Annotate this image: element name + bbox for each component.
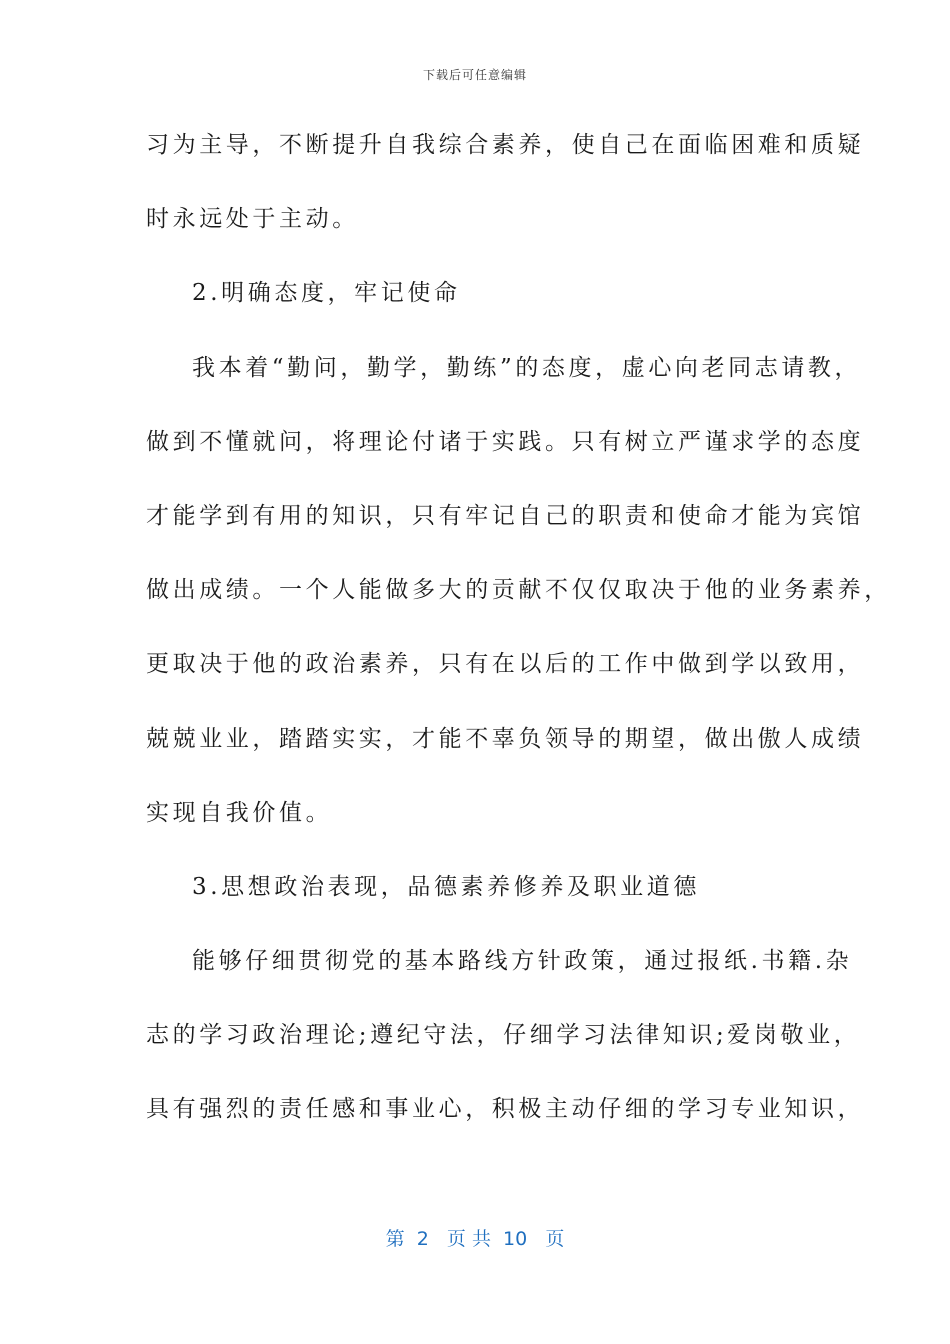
section-heading: 2.明确态度，牢记使命 [192,280,461,307]
body-line: 做到不懂就问，将理论付诸于实践。只有树立严谨求学的态度 [146,428,865,455]
body-line: 兢兢业业，踏踏实实，才能不辜负领导的期望，做出傲人成绩 [146,725,865,752]
document-body [146,122,891,1161]
body-line: 具有强烈的责任感和事业心，积极主动仔细的学习专业知识， [146,1096,865,1123]
body-line: 更取决于他的政治素养，只有在以后的工作中做到学以致用， [146,651,865,678]
body-line: 时永远处于主动。 [146,206,359,233]
page-number-footer: 第 2 页 共 10 页 [385,1228,565,1250]
body-line: 志的学习政治理论;遵纪守法，仔细学习法律知识;爱岗敬业， [146,1022,861,1049]
section-heading: 3.思想政治表现，品德素养修养及职业道德 [192,873,700,900]
body-line: 做出成绩。一个人能做多大的贡献不仅仅取决于他的业务素养， [146,577,891,604]
header-note: 下载后可任意编辑 [422,68,527,82]
body-line: 习为主导，不断提升自我综合素养，使自己在面临困难和质疑 [146,132,865,158]
body-line: 实现自我价值。 [146,799,333,826]
body-line: 才能学到有用的知识，只有牢记自己的职责和使命才能为宾馆 [146,502,865,529]
body-line: 我本着“勤问，勤学，勤练”的态度，虚心向老同志请教， [192,354,862,381]
body-line: 能够仔细贯彻党的基本路线方针政策，通过报纸.书籍.杂 [192,948,853,975]
